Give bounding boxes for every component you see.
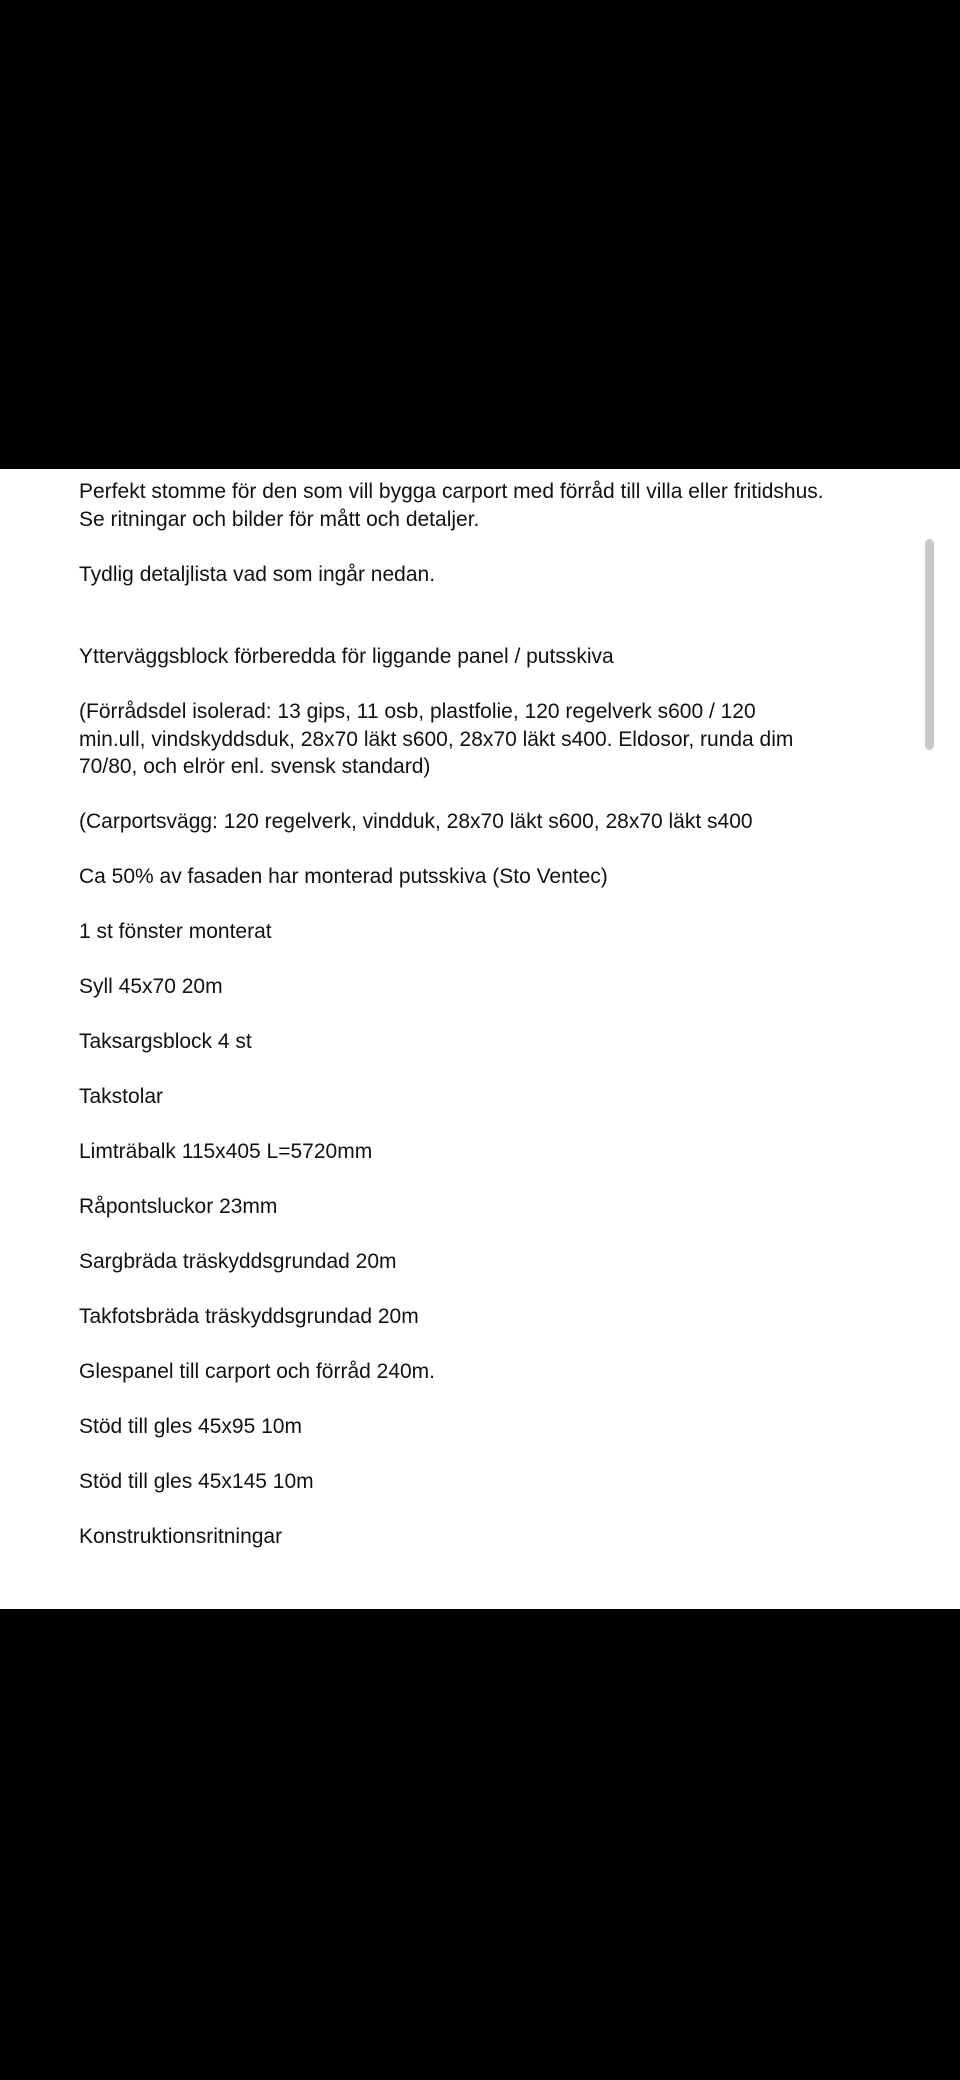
description-text — [79, 478, 909, 1578]
scrollbar-thumb[interactable] — [925, 539, 934, 750]
list-item: Taksargsblock 4 st — [79, 1030, 252, 1053]
storage-paragraph — [79, 698, 909, 781]
list-item: Syll 45x70 20m — [79, 975, 223, 998]
list-item: (Carportsvägg: 120 regelverk, vindduk, 28x70 läkt s600, 28x70 läkt s400 — [79, 810, 753, 833]
blank-line — [79, 616, 909, 644]
detail-note: Tydlig detaljlista vad som ingår nedan. — [79, 562, 436, 586]
list-item: Glespanel till carport och förråd 240m. — [79, 1360, 436, 1383]
list-item: Limträbalk 115x405 L=5720mm — [79, 1140, 373, 1163]
intro-line-1: Perfekt stomme för den som vill bygga carport med förråd till villa eller fritidshus. — [79, 480, 824, 503]
outer-wall-line: Ytterväggsblock förberedda för liggande panel / putsskiva — [79, 645, 614, 668]
list-item: Stöd till gles 45x95 10m — [79, 1415, 302, 1438]
storage-line-1: (Förrådsdel isolerad: 13 gips, 11 osb, plastfolie, 120 regelverk s600 / 120 — [79, 700, 756, 723]
intro-paragraph — [79, 478, 909, 533]
list-item: Ca 50% av fasaden har monterad putsskiva (Sto Ventec) — [79, 865, 608, 888]
top-black-area — [0, 0, 960, 469]
list-item: Takfotsbräda träskyddsgrundad 20m — [79, 1305, 419, 1328]
list-item: Sargbräda träskyddsgrundad 20m — [79, 1250, 397, 1273]
bottom-black-area — [0, 1609, 960, 2080]
intro-line-2: Se ritningar och bilder för mått och detaljer. — [79, 507, 480, 531]
storage-line-3: 70/80, och elrör enl. svensk standard) — [79, 755, 431, 778]
list-item: Stöd till gles 45x145 10m — [79, 1470, 314, 1493]
list-item: 1 st fönster monterat — [79, 920, 272, 943]
list-item: Konstruktionsritningar — [79, 1525, 283, 1548]
storage-line-2: min.ull, vindskyddsduk, 28x70 läkt s600, 28x70 läkt s400. Eldosor, runda dim — [79, 727, 794, 751]
listing-description[interactable] — [0, 469, 960, 1609]
list-item: Råpontsluckor 23mm — [79, 1195, 278, 1218]
list-item: Takstolar — [79, 1085, 164, 1108]
